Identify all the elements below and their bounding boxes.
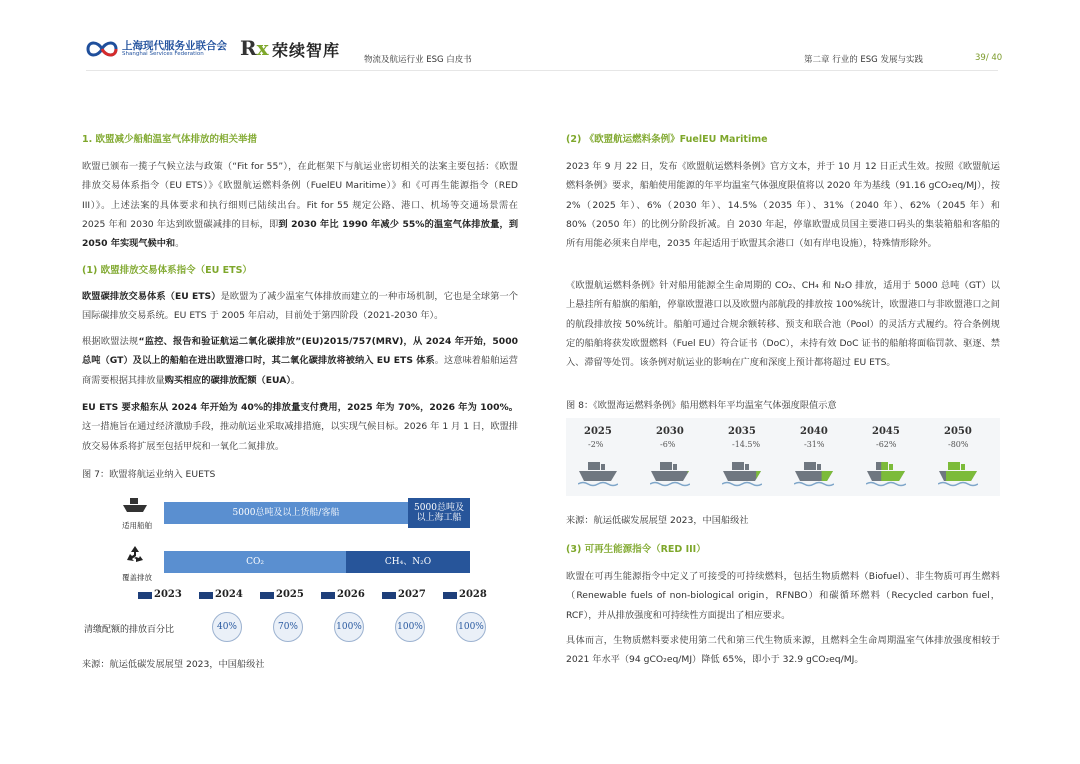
text-span: 。 [290,374,301,386]
fig8-reduction: -6% [660,440,676,449]
timeline-year: 2023 [154,589,182,600]
percentage-circle: 100% [334,612,364,642]
fig8-year: 2040 [800,426,828,437]
bar-label: 5000总吨及以上货船/客船 [232,508,340,518]
timeline-year: 2025 [276,589,304,600]
percentage-circle: 40% [212,612,242,642]
text-span: 。这意味着船舶运营商需要根据其排放量 [82,355,518,386]
paragraph-biofuel-requirements: 具体而言，生物质燃料要求使用第二代和第三代生物质来源，且燃料全生命周期温室气体排放强度相较于 2021 年水平（94 gCO₂eq/MJ）降低 65%，即小于 32.9 gCO₂eq/MJ。 [566,635,1000,666]
text-span-bold: EU ETS 要求船东从 2024 年开始为 40%的排放量支付费用，2025 年为 70%，2026 年为 100%。 [82,402,518,413]
paragraph-payment-schedule [82,398,518,456]
ship-icon [722,456,762,490]
figure-8 [566,418,1000,496]
fig8-reduction: -14.5% [732,440,761,449]
paragraph-fit-for-55 [82,157,518,253]
timeline-year: 2026 [337,589,365,600]
timeline-year: 2027 [398,589,426,600]
section-heading-eu-ets: (1) 欧盟排放交易体系指令（EU ETS） [82,265,252,276]
section-heading-red-iii: (3) 可再生能源指令（RED III） [566,544,706,555]
row-label-ships: 适用船舶 [122,521,152,530]
text-span: 是欧盟为了减少温室气体排放而建立的一种市场机制，它也是全球第一个国际碳排放交易系统。EU ETS 于 2005 年启动，目前处于第四阶段（2021-2030 年）。 [82,291,518,322]
text-span: 根据欧盟法规 [82,336,139,347]
fig8-reduction: -2% [588,440,604,449]
fig8-reduction: -62% [876,440,897,449]
fig8-reduction: -31% [804,440,825,449]
document-title: 物流及航运行业 ESG 白皮书 [364,55,472,65]
svf-logo [86,36,236,62]
ship-icon [938,456,978,490]
svf-logo-icon [86,38,118,60]
fig8-year: 2050 [944,426,972,437]
org1-name-cn: 上海现代服务业联合会 [122,40,227,52]
header-divider [86,70,998,71]
bar-label [414,503,464,523]
figure-8-source: 来源：航运低碳发展展望 2023，中国船级社 [566,515,749,526]
timeline-marker [443,592,457,599]
bar-cargo-passenger-ships [164,502,408,524]
percentage-circle: 70% [273,612,303,642]
bar-co2 [164,551,346,573]
bar-ch4-n2o [346,551,470,573]
bar-offshore-ships [408,498,470,528]
paragraph-fueleu-scope: 《欧盟航运燃料条例》针对船用能源全生命周期的 CO₂、CH₄ 和 N₂O 排放，适用于 5000 总吨（GT）以上悬挂所有船旗的船舶，停靠欧盟港口以及欧盟内部航段的排放按 100%统计，欧盟港口与非欧盟港口之间的航段排放按 50%统计。船舶可通过合规余额转移、预支和联合池（Pool）的灵活方式履约。符合条例规定的船舶将获发欧盟燃料（Fuel EU）符合证书（DoC），未持有效 DoC 证书的船舶将面临罚款、驱逐、禁入、滞留等处罚。该条例对航运业的影响在广度和深度上预计都将超过 EU ETS。 [566,280,1000,369]
text-span-bold: 购买相应的碳排放配额（EUA） [164,374,291,386]
fig8-year: 2035 [728,426,756,437]
fig8-reduction: -80% [948,440,969,449]
percentage-circle: 100% [395,612,425,642]
fig8-year: 2025 [584,426,612,437]
text-span: 这一措施旨在通过经济激励手段，推动航运业采取减排措施，以实现气候目标。2026 年 1 月 1 日，欧盟排放交易体系将扩展至包括甲烷和一氧化二氮排放。 [82,421,518,452]
timeline-marker [321,592,335,599]
ship-icon [650,456,690,490]
ship-icon [578,456,618,490]
payment-percentage-label: 清缴配额的排放百分比 [84,625,175,635]
section-heading-1: 1. 欧盟减少船舶温室气体排放的相关举措 [82,134,258,145]
ship-icon [122,496,148,514]
timeline-year: 2024 [215,589,243,600]
text-span-bold: 欧盟碳排放交易体系（EU ETS） [82,291,221,302]
bar-label: CH₄、N₂O [384,557,432,567]
timeline-marker [382,592,396,599]
percentage-circle: 100% [456,612,486,642]
fig8-year: 2030 [656,426,684,437]
text-span-bold: 到 2030 年比 1990 年减少 55%的温室气体排放量，到 2050 年实现气候中和 [82,218,519,250]
paragraph-mrv [82,332,518,390]
fig8-year: 2045 [872,426,900,437]
figure-7-source: 来源：航运低碳发展展望 2023，中国船级社 [82,659,265,670]
paragraph-eu-ets-intro [82,287,518,326]
page-number: 39/ 40 [975,53,1003,63]
paragraph-red-iii: 欧盟在可再生能源指令中定义了可接受的可持续燃料，包括生物质燃料（Biofuel）、非生物质可再生燃料（Renewable fuels of non-biological origin，RFNBO）和碳循环燃料（Recycled carbon fuel，RCF），并从排放强度和可持续性方面提出了相应要求。 [566,571,1000,621]
bar-label-line: 以上海工船 [416,513,462,523]
figure-7-caption: 图 7：欧盟将航运业纳入 EUETS [82,469,216,480]
text-span: 。 [175,238,185,250]
ship-icon [866,456,906,490]
figure-8-caption: 图 8：《欧盟海运燃料条例》船用燃料年平均温室气体强度限值示意 [566,400,837,411]
text-span: 欧盟已颁布一揽子气候立法与政策（“Fit for 55”），在此框架下与航运业密切相关的法案主要包括：《欧盟排放交易体系指令（EU ETS）》《欧盟航运燃料条例（FuelEU Maritime）》和《可再生能源指令（RED III）》。上述法案的具体要求和执行细则已陆续出台。Fit for 55 规定公路、港口、机场等交通场景需在 2025 年和 2030 年达到欧盟碳减排的目标，即 [82,161,518,230]
bar-label: CO₂ [246,557,264,567]
section-heading-fueleu: (2) 《欧盟航运燃料条例》FuelEU Maritime [566,134,768,145]
ship-icon [794,456,834,490]
rx-logo [240,36,360,62]
org1-name-en: Shanghai Services Federation [122,51,204,57]
timeline-year: 2028 [459,589,487,600]
timeline-marker [260,592,274,599]
figure-7 [82,492,492,642]
org2-name: 荣续智库 [272,41,341,60]
text-span-bold: “监控、报告和验证航运二氧化碳排放”(EU)2015/757(MRV)，从 2024 年开始，5000 总吨（GT）及以上的船舶在进出欧盟港口时，其二氧化碳排放将被纳入 EU ETS 体系 [82,336,518,367]
recycle-icon [124,544,146,566]
paragraph-fueleu-targets: 2023 年 9 月 22 日，发布《欧盟航运燃料条例》官方文本，并于 10 月 12 日正式生效。按照《欧盟航运燃料条例》要求，船舶使用能源的年平均温室气体强度限值将以 2020 年为基线（91.16 gCO₂eq/MJ），按 2%（2025 年）、6%（2030 年）、14.5%（2035 年）、31%（2040 年）、62%（2045 年）和 80%（2050 年）的比例分阶段折减。自 2030 年起，停靠欧盟成员国主要港口码头的集装箱船和客船的所有用能必须来自岸电，2035 年起适用于欧盟其余港口（如有岸电设施），特殊情形除外。 [566,161,1000,250]
timeline-marker [199,592,213,599]
bar-label-line: 5000总吨及 [414,503,464,513]
row-label-emissions: 覆盖排放 [122,573,152,582]
rx-logo-icon: Rx [240,36,269,60]
chapter-title: 第二章 行业的 ESG 发展与实践 [804,55,923,65]
timeline-marker [138,592,152,599]
